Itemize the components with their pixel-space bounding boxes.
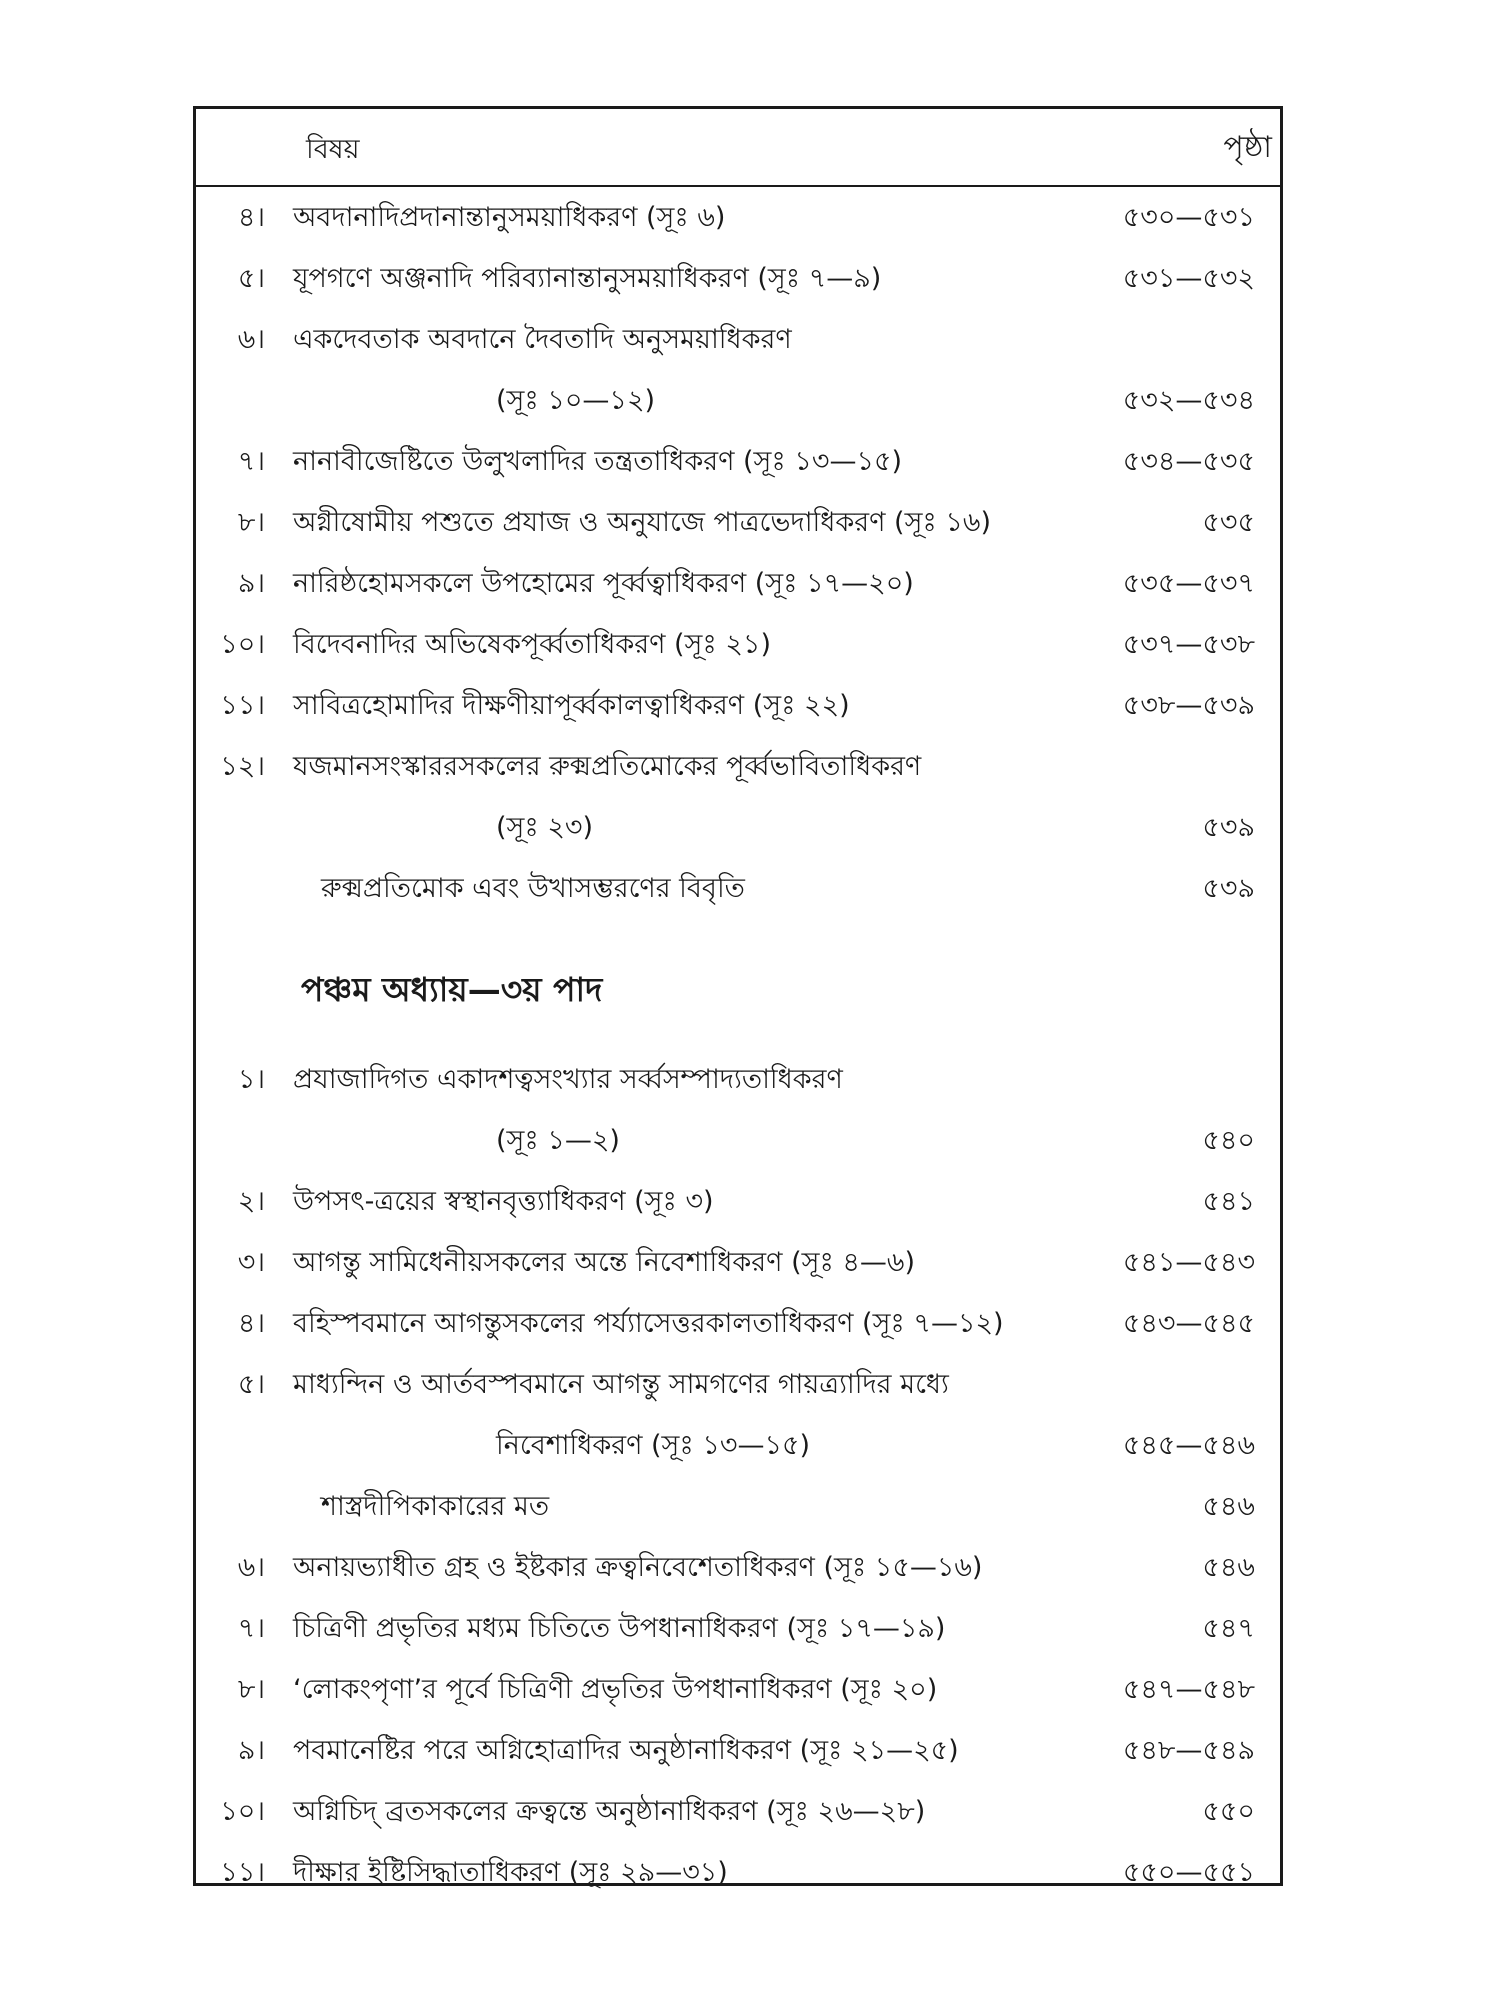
entry-number: ১০। xyxy=(220,1796,265,1827)
toc-entry xyxy=(196,431,1280,492)
toc-entry xyxy=(196,1049,1280,1110)
toc-entry xyxy=(196,614,1280,675)
toc-entry xyxy=(196,492,1280,553)
entry-pages: ৫৩৭—৫৩৮ xyxy=(1122,629,1255,660)
entry-title: শাস্ত্রদীপিকাকারের মত xyxy=(321,1491,550,1522)
toc-entry xyxy=(196,248,1280,309)
entry-title: নানাবীজেষ্টিতে উলুখলাদির তন্ত্রতাধিকরণ (সূঃ ১৩—১৫) xyxy=(293,446,903,477)
entry-number: ৮। xyxy=(237,507,265,538)
table-header xyxy=(196,109,1280,187)
toc-entry-continuation xyxy=(196,370,1280,431)
entry-title: দীক্ষার ইষ্টিসিদ্ধাতাধিকরণ (সূঃ ২৯—৩১) xyxy=(293,1857,728,1888)
entry-pages: ৫৪৭—৫৪৮ xyxy=(1122,1674,1255,1705)
toc-entry xyxy=(196,309,1280,370)
toc-entry xyxy=(196,675,1280,736)
entry-title: (সূঃ ১—২) xyxy=(496,1125,620,1156)
entry-title: সাবিত্রহোমাদির দীক্ষণীয়াপূর্ব্বকালত্বাধিকরণ (সূঃ ২২) xyxy=(293,690,850,721)
entry-pages: ৫৩২—৫৩৪ xyxy=(1122,385,1255,416)
toc-list xyxy=(196,187,1280,1903)
entry-number: ৪। xyxy=(237,1308,265,1339)
entry-title: (সূঃ ২৩) xyxy=(496,812,593,843)
section-heading xyxy=(196,919,1280,1049)
entry-title: একদেবতাক অবদানে দৈবতাদি অনুসময়াধিকরণ xyxy=(293,324,792,355)
toc-entry xyxy=(196,1781,1280,1842)
entry-title: বহিস্পবমানে আগন্তুসকলের পর্য্যাসেত্তরকালতাধিকরণ (সূঃ ৭—১২) xyxy=(293,1308,1004,1339)
toc-entry xyxy=(196,1232,1280,1293)
entry-number: ৯। xyxy=(237,568,265,599)
entry-title: অগ্নীষোমীয় পশুতে প্রযাজ ও অনুযাজে পাত্রভেদাধিকরণ (সূঃ ১৬) xyxy=(293,507,992,538)
entry-pages: ৫৩৫ xyxy=(1202,507,1255,538)
entry-pages: ৫৪০ xyxy=(1202,1125,1255,1156)
toc-entry-continuation xyxy=(196,1415,1280,1476)
entry-pages: ৫৪১—৫৪৩ xyxy=(1122,1247,1255,1278)
entry-title: মাধ্যন্দিন ও আর্তবস্পবমানে আগন্তু সামগণের গায়ত্র্যাদির মধ্যে xyxy=(293,1369,949,1400)
entry-pages: ৫৪৮—৫৪৯ xyxy=(1122,1735,1255,1766)
entry-title: যূপগণে অঞ্জনাদি পরিব্যানান্তানুসময়াধিকরণ (সূঃ ৭—৯) xyxy=(293,263,882,294)
toc-entry xyxy=(196,1842,1280,1903)
toc-entry xyxy=(196,1354,1280,1415)
entry-number: ৮। xyxy=(237,1674,265,1705)
entry-number: ৫। xyxy=(237,263,265,294)
entry-pages: ৫৩০—৫৩১ xyxy=(1122,202,1255,233)
toc-entry xyxy=(196,1720,1280,1781)
entry-pages: ৫৩৮—৫৩৯ xyxy=(1122,690,1255,721)
toc-entry xyxy=(196,736,1280,797)
entry-title: যজমানসংস্কাররসকলের রুক্মপ্রতিমোকের পূর্ব্বভাবিতাধিকরণ xyxy=(293,751,922,782)
toc-entry xyxy=(196,1537,1280,1598)
entry-title: পবমানেষ্টির পরে অগ্নিহোত্রাদির অনুষ্ঠানাধিকরণ (সূঃ ২১—২৫) xyxy=(293,1735,959,1766)
toc-frame xyxy=(193,106,1283,1886)
entry-number: ১০। xyxy=(220,629,265,660)
entry-title: আগন্তু সামিধেনীয়সকলের অন্তে নিবেশাধিকরণ (সূঃ ৪—৬) xyxy=(293,1247,916,1278)
toc-entry xyxy=(196,1293,1280,1354)
entry-title: বিদেবনাদির অভিষেকপূর্ব্বতাধিকরণ (সূঃ ২১) xyxy=(293,629,771,660)
entry-title: (সূঃ ১০—১২) xyxy=(496,385,656,416)
toc-entry xyxy=(196,1659,1280,1720)
entry-pages: ৫৩১—৫৩২ xyxy=(1122,263,1255,294)
entry-pages: ৫৪৭ xyxy=(1202,1613,1255,1644)
toc-entry xyxy=(196,553,1280,614)
page-column-heading: পৃষ্ঠা xyxy=(1223,130,1272,165)
entry-number: ৪। xyxy=(237,202,265,233)
entry-pages: ৫৪১ xyxy=(1202,1186,1255,1217)
section-heading-text: পঞ্চম অধ্যায়—৩য় পাদ xyxy=(301,970,603,1009)
toc-entry xyxy=(196,1171,1280,1232)
entry-title: অগ্নিচিদ্‌ ব্রতসকলের ক্রত্বন্তে অনুষ্ঠানাধিকরণ (সূঃ ২৬—২৮) xyxy=(293,1796,926,1827)
entry-pages: ৫৪৬ xyxy=(1202,1552,1255,1583)
toc-entry-continuation xyxy=(196,1110,1280,1171)
entry-title: প্রযাজাদিগত একাদশত্বসংখ্যার সর্ব্বসম্পাদ্যতাধিকরণ xyxy=(293,1064,843,1095)
entry-pages: ৫৩৯ xyxy=(1202,812,1255,843)
toc-subentry xyxy=(196,858,1280,919)
entry-pages: ৫৩৫—৫৩৭ xyxy=(1122,568,1255,599)
entry-pages: ৫৪৫—৫৪৬ xyxy=(1122,1430,1255,1461)
entry-number: ১১। xyxy=(220,690,265,721)
entry-pages: ৫৫০—৫৫১ xyxy=(1122,1857,1255,1888)
entry-pages: ৫৩৯ xyxy=(1202,873,1255,904)
entry-title: অবদানাদিপ্রদানান্তানুসময়াধিকরণ (সূঃ ৬) xyxy=(293,202,726,233)
entry-title: ‘লোকংপৃণা’র পূর্বে চিত্রিণী প্রভৃতির উপধানাধিকরণ (সূঃ ২০) xyxy=(293,1674,938,1705)
entry-pages: ৫৫০ xyxy=(1202,1796,1255,1827)
entry-number: ১১। xyxy=(220,1857,265,1888)
entry-number: ৫। xyxy=(237,1369,265,1400)
entry-number: ১। xyxy=(237,1064,265,1095)
entry-number: ৬। xyxy=(237,1552,265,1583)
toc-entry-continuation xyxy=(196,797,1280,858)
entry-pages: ৫৪৬ xyxy=(1202,1491,1255,1522)
entry-number: ৩। xyxy=(237,1247,265,1278)
toc-subentry xyxy=(196,1476,1280,1537)
entry-number: ২। xyxy=(237,1186,265,1217)
entry-pages: ৫৪৩—৫৪৫ xyxy=(1122,1308,1255,1339)
subject-column-heading: বিষয় xyxy=(306,134,360,165)
entry-title: অনায়ভ্যাধীত গ্রহ ও ইষ্টকার ক্রত্বনিবেশেতাধিকরণ (সূঃ ১৫—১৬) xyxy=(293,1552,983,1583)
entry-number: ৭। xyxy=(237,1613,265,1644)
toc-entry xyxy=(196,1598,1280,1659)
entry-title: রুক্মপ্রতিমোক এবং উখাসম্ভরণের বিবৃতি xyxy=(321,873,745,904)
entry-title: চিত্রিণী প্রভৃতির মধ্যম চিতিতে উপধানাধিকরণ (সূঃ ১৭—১৯) xyxy=(293,1613,946,1644)
entry-title: নিবেশাধিকরণ (সূঃ ১৩—১৫) xyxy=(496,1430,811,1461)
entry-title: নারিষ্ঠহোমসকলে উপহোমের পূর্ব্বত্বাধিকরণ (সূঃ ১৭—২০) xyxy=(293,568,914,599)
entry-number: ৬। xyxy=(237,324,265,355)
entry-number: ৯। xyxy=(237,1735,265,1766)
entry-pages: ৫৩৪—৫৩৫ xyxy=(1122,446,1255,477)
entry-number: ৭। xyxy=(237,446,265,477)
entry-title: উপসৎ-ত্রয়ের স্বস্থানবৃত্ত্যাধিকরণ (সূঃ ৩) xyxy=(293,1186,714,1217)
toc-entry xyxy=(196,187,1280,248)
entry-number: ১২। xyxy=(220,751,265,782)
